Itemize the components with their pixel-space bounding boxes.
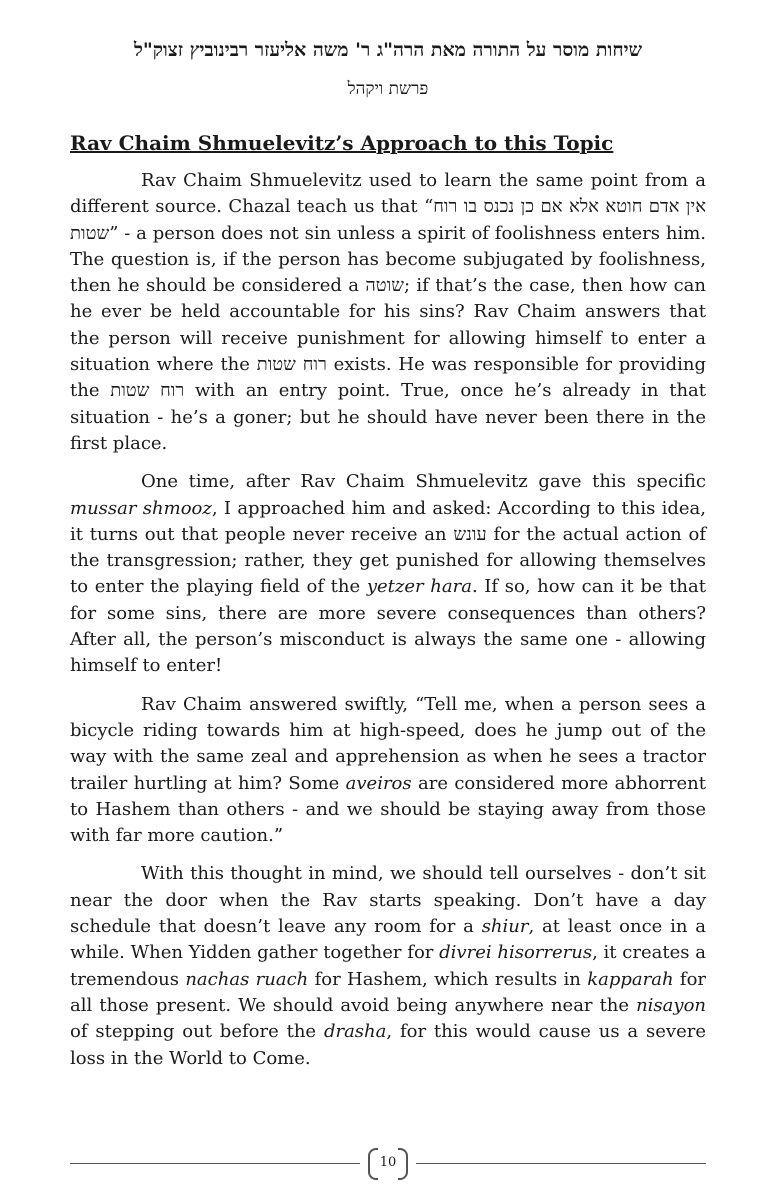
footer-rule-left bbox=[70, 1163, 360, 1164]
text-span: for all those present. We should avoid being anywhere near the bbox=[70, 968, 707, 1016]
text-span: of stepping out before the bbox=[70, 1021, 324, 1043]
text-span: for Hashem, which results in bbox=[308, 968, 588, 990]
paragraph-2 bbox=[70, 469, 706, 679]
hebrew-term: רוח שטות bbox=[256, 354, 327, 376]
hebrew-term: עונש bbox=[453, 523, 487, 545]
hebrew-term: שוטה bbox=[365, 275, 404, 297]
footer-rule-right bbox=[416, 1163, 706, 1164]
page-number: 10 bbox=[379, 1155, 397, 1170]
running-header bbox=[0, 38, 776, 100]
italic-term: shiur bbox=[481, 916, 529, 938]
text-span: exists. He was responsible for providing the bbox=[70, 354, 706, 402]
text-span: One time, after Rav Chaim Shmuelevitz gave this specific bbox=[141, 471, 706, 493]
header-book-title: שיחות מוסר על התורה מאת הרה"ג ר' משה אליעזר רבינוביץ זצוק"ל bbox=[133, 39, 643, 61]
section-title: Rav Chaim Shmuelevitz’s Approach to this Topic bbox=[70, 131, 614, 155]
main-content bbox=[70, 130, 706, 1084]
text-span: , at least once in a while. When Yidden gather together for bbox=[70, 916, 707, 964]
text-span: with an entry point. True, once he’s already in that situation - he’s a goner; but he should have never been there in the first place. bbox=[70, 380, 707, 454]
italic-term: kapparah bbox=[587, 968, 674, 990]
paragraph-4 bbox=[70, 861, 706, 1071]
text-span: ” - a person does not sin unless a spirit of foolishness enters him. The question is, if the person has become subjugated by foolishness, then he should be considered a bbox=[70, 222, 706, 297]
italic-term: divrei hisorrerus bbox=[439, 942, 593, 964]
italic-term: yetzer hara bbox=[366, 576, 472, 598]
text-span: With this thought in mind, we should tell ourselves - don’t sit near the door when the Rav starts speaking. Don’t have a day schedule that doesn’t leave any room for a bbox=[70, 863, 706, 938]
text-span: Rav Chaim answered swiftly, “Tell me, when a person sees a bicycle riding towards him at high-speed, does he jump out of the way with the same zeal and apprehension as when he sees a tractor trailer hurtling at him? Some bbox=[70, 693, 706, 794]
right-brace-ornament bbox=[398, 1148, 408, 1180]
text-span: , I approached him and asked: According to this idea, it turns out that people never receive an bbox=[70, 497, 707, 545]
italic-term: nisayon bbox=[636, 994, 706, 1016]
left-brace-ornament bbox=[368, 1148, 378, 1180]
paragraph-3 bbox=[70, 692, 706, 850]
hebrew-term: רוח שטות bbox=[110, 380, 185, 402]
text-span: ; if that’s the case, then how can he ever be held accountable for his sins? Rav Chaim answers that the person will receive punishment for allowing himself to enter a situation where the bbox=[70, 275, 706, 376]
text-span: , for this would cause us a severe loss in the World to Come. bbox=[70, 1021, 706, 1069]
text-span: are considered more abhorrent to Hashem than others - and we should be staying away from those with far more caution.” bbox=[70, 772, 706, 847]
text-span: Rav Chaim Shmuelevitz used to learn the same point from a different source. Chazal teach us that “ bbox=[70, 170, 706, 218]
italic-term: aveiros bbox=[345, 772, 412, 794]
paragraph-1 bbox=[70, 168, 706, 457]
page-footer bbox=[70, 1148, 706, 1182]
text-span: for the actual action of the transgression; rather, they get punished for allowing themselves to enter the playing field of the bbox=[70, 523, 706, 598]
italic-term: drasha bbox=[323, 1021, 387, 1043]
italic-term: nachas ruach bbox=[185, 968, 309, 990]
header-parsha: פרשת ויקהל bbox=[347, 79, 429, 99]
hebrew-quote: אין אדם חוטא אלא אם כן נכנס בו רוח שטות bbox=[70, 196, 706, 244]
page-number-box bbox=[368, 1148, 408, 1178]
text-span: . If so, how can it be that for some sins, there are more severe consequences than others? After all, the person’s misconduct is always the same one - allowing himself to enter! bbox=[70, 576, 706, 677]
italic-term: mussar shmooz bbox=[70, 497, 212, 519]
text-span: , it creates a tremendous bbox=[70, 942, 706, 990]
